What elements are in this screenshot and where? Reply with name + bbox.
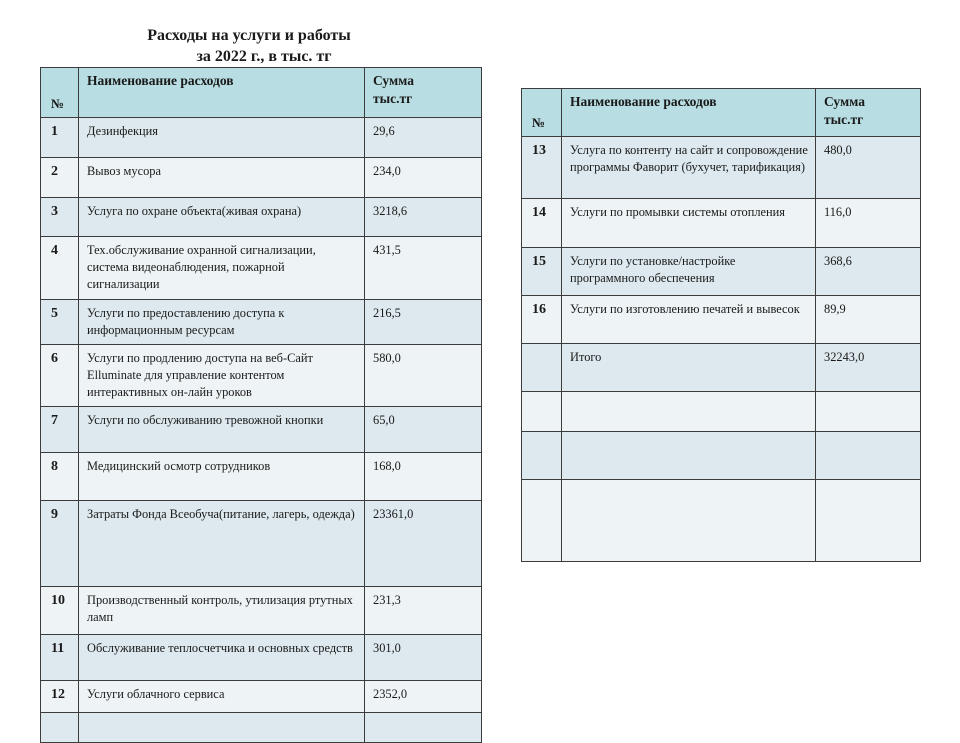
row-number: 15 bbox=[522, 248, 562, 296]
row-sum: 234,0 bbox=[365, 158, 482, 198]
table-row-empty bbox=[522, 392, 921, 432]
table-row-empty bbox=[522, 480, 921, 562]
title-line-2: за 2022 г., в тыс. тг bbox=[196, 48, 332, 65]
table-row bbox=[41, 345, 482, 407]
table-row bbox=[41, 237, 482, 300]
row-sum: 116,0 bbox=[816, 199, 921, 248]
expenses-table-right bbox=[521, 88, 921, 562]
row-name: Услуга по контенту на сайт и сопровождение программы Фаворит (бухучет, тарификация) bbox=[562, 137, 816, 199]
row-sum: 480,0 bbox=[816, 137, 921, 199]
row-name: Дезинфекция bbox=[79, 118, 365, 158]
row-sum: 301,0 bbox=[365, 635, 482, 681]
table-header-row bbox=[522, 89, 921, 137]
table-row bbox=[41, 198, 482, 237]
row-number: 13 bbox=[522, 137, 562, 199]
table-row bbox=[41, 453, 482, 501]
row-number: 6 bbox=[41, 345, 79, 407]
table-row bbox=[41, 635, 482, 681]
row-name: Вывоз мусора bbox=[79, 158, 365, 198]
row-sum: 168,0 bbox=[365, 453, 482, 501]
row-number: 1 bbox=[41, 118, 79, 158]
row-sum: 216,5 bbox=[365, 300, 482, 345]
row-number: 14 bbox=[522, 199, 562, 248]
row-number: 12 bbox=[41, 681, 79, 713]
row-name: Услуги по продлению доступа на веб-Сайт Elluminate для управление контентом интерактивных он-лайн уроков bbox=[79, 345, 365, 407]
row-number: 4 bbox=[41, 237, 79, 300]
row-name: Затраты Фонда Всеобуча(питание, лагерь, одежда) bbox=[79, 501, 365, 587]
table-row bbox=[522, 199, 921, 248]
table-header-row bbox=[41, 68, 482, 118]
header-name: Наименование расходов bbox=[79, 68, 365, 118]
row-sum: 89,9 bbox=[816, 296, 921, 344]
row-name: Итого bbox=[562, 344, 816, 392]
row-name: Обслуживание теплосчетчика и основных средств bbox=[79, 635, 365, 681]
row-name: Услуги по промывки системы отопления bbox=[562, 199, 816, 248]
row-number: 11 bbox=[41, 635, 79, 681]
row-name: Услуги по установке/настройке программного обеспечения bbox=[562, 248, 816, 296]
table-row bbox=[41, 587, 482, 635]
header-sum: Сумма тыс.тг bbox=[816, 89, 921, 137]
table-row bbox=[522, 248, 921, 296]
table-row-total bbox=[522, 344, 921, 392]
table-row-empty bbox=[41, 713, 482, 743]
table-row bbox=[41, 407, 482, 453]
table-row bbox=[522, 137, 921, 199]
row-sum: 29,6 bbox=[365, 118, 482, 158]
row-number: 9 bbox=[41, 501, 79, 587]
row-number: 8 bbox=[41, 453, 79, 501]
row-number: 7 bbox=[41, 407, 79, 453]
table-row bbox=[41, 300, 482, 345]
header-number: № bbox=[522, 89, 562, 137]
table-row-empty bbox=[522, 432, 921, 480]
row-name: Услуги по изготовлению печатей и вывесок bbox=[562, 296, 816, 344]
document-title bbox=[40, 25, 458, 67]
row-sum: 231,3 bbox=[365, 587, 482, 635]
row-number: 16 bbox=[522, 296, 562, 344]
expenses-table-left bbox=[40, 67, 482, 743]
header-sum: Сумма тыс.тг bbox=[365, 68, 482, 118]
row-sum: 65,0 bbox=[365, 407, 482, 453]
row-number: 5 bbox=[41, 300, 79, 345]
table-row bbox=[41, 681, 482, 713]
table-row bbox=[41, 501, 482, 587]
header-name: Наименование расходов bbox=[562, 89, 816, 137]
row-sum: 2352,0 bbox=[365, 681, 482, 713]
row-number: 2 bbox=[41, 158, 79, 198]
table-row bbox=[522, 296, 921, 344]
row-name: Производственный контроль, утилизация ртутных ламп bbox=[79, 587, 365, 635]
row-sum: 368,6 bbox=[816, 248, 921, 296]
row-sum: 32243,0 bbox=[816, 344, 921, 392]
title-line-1: Расходы на услуги и работы bbox=[147, 27, 351, 44]
row-name: Услуги по обслуживанию тревожной кнопки bbox=[79, 407, 365, 453]
row-name: Услуги облачного сервиса bbox=[79, 681, 365, 713]
row-name: Медицинский осмотр сотрудников bbox=[79, 453, 365, 501]
row-number bbox=[522, 344, 562, 392]
row-sum: 580,0 bbox=[365, 345, 482, 407]
row-sum: 431,5 bbox=[365, 237, 482, 300]
table-row bbox=[41, 118, 482, 158]
row-number: 3 bbox=[41, 198, 79, 237]
row-name: Услуга по охране объекта(живая охрана) bbox=[79, 198, 365, 237]
row-name: Услуги по предоставлению доступа к информационным ресурсам bbox=[79, 300, 365, 345]
header-number: № bbox=[41, 68, 79, 118]
row-number: 10 bbox=[41, 587, 79, 635]
table-row bbox=[41, 158, 482, 198]
row-sum: 3218,6 bbox=[365, 198, 482, 237]
row-sum: 23361,0 bbox=[365, 501, 482, 587]
row-name: Тех.обслуживание охранной сигнализации, системa видеонаблюдения, пожарной сигнализации bbox=[79, 237, 365, 300]
